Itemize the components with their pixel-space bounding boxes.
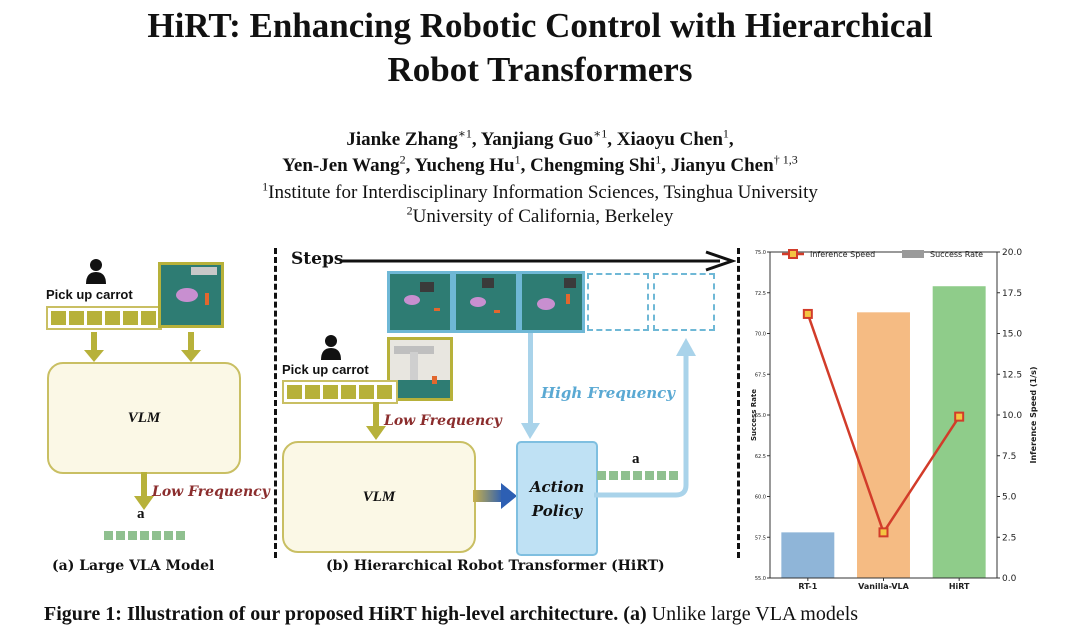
left-tick-label: 72.5 <box>754 290 766 297</box>
person-icon <box>320 334 342 365</box>
legend-success-rate: Success Rate <box>930 250 984 259</box>
comparison-chart <box>742 236 1042 592</box>
instruction-label: Pick up carrot <box>46 287 133 302</box>
left-tick-label: 57.5 <box>754 535 766 542</box>
vlm-to-policy-arrow <box>473 483 519 509</box>
affiliation-2 <box>0 205 1080 227</box>
timeline-frame-empty <box>587 273 649 331</box>
author-name: Xiaoyu Chen <box>616 129 723 150</box>
author-sup: 1 <box>722 126 729 141</box>
left-tick-label: 60.0 <box>754 494 766 501</box>
caption-text: Hierarchical Robot Transformer (HiRT) <box>353 558 665 574</box>
title-line-1: HiRT: Enhancing Robotic Control with Hierarchical <box>147 6 933 45</box>
action-symbol-a: a⃗ <box>137 506 157 522</box>
steps-label: Steps <box>291 249 344 269</box>
inference-speed-point <box>804 310 812 318</box>
author-sup: 2 <box>399 152 406 167</box>
left-tick-label: 65.0 <box>754 413 766 419</box>
bar-hirt <box>933 286 986 578</box>
left-axis-label: Success Rate <box>750 388 758 442</box>
author-sup: 1 <box>655 152 662 167</box>
author-name: Chengming Shi <box>530 155 656 176</box>
author-sup: ∗1 <box>457 126 472 141</box>
timeline-frame <box>387 271 453 333</box>
left-tick-label: 75.0 <box>754 250 766 256</box>
timeline-frame <box>453 271 519 333</box>
right-tick-label: 15.0 <box>1002 329 1023 340</box>
right-tick-label: 12.5 <box>1002 370 1023 381</box>
legend-line-marker <box>789 250 797 258</box>
affil-sup: 2 <box>406 205 413 218</box>
authors-line-2: Yen-Jen Wang$^2$, Yucheng Hu$^1$, Chengming Shi$^1$, Jianyu Chen$^{\dagger 1,3}$ <box>282 152 798 176</box>
action-tokens-b <box>597 467 681 485</box>
action-policy-box <box>516 441 598 556</box>
low-frequency-label-b: Low Frequency <box>384 413 502 429</box>
left-tick-label: 55.0 <box>754 576 766 582</box>
author-sup: 1 <box>514 152 521 167</box>
caption-text: Large VLA Model <box>79 558 215 574</box>
caption-tag: (a) <box>52 558 75 574</box>
action-symbol-b: a⃗ <box>632 451 652 467</box>
camera-image <box>158 262 224 328</box>
instruction-label: Pick up carrot <box>282 362 369 377</box>
author-name: Jianyu Chen <box>670 155 774 176</box>
input-arrows <box>78 330 218 364</box>
right-axis-label: Inference Speed (1/s) <box>1029 366 1038 464</box>
steps-arrow <box>340 250 736 272</box>
author-name: Yen-Jen Wang <box>282 155 400 176</box>
separator-right <box>737 248 740 558</box>
high-frequency-label: High Frequency <box>541 384 676 402</box>
affil-sup: 1 <box>262 179 269 194</box>
paper-title <box>0 4 1080 92</box>
timeline-frame <box>519 271 585 333</box>
left-tick-label: 67.5 <box>754 372 766 379</box>
author-sup: ∗1 <box>593 126 608 141</box>
x-tick-label: RT-1 <box>798 582 818 591</box>
caption-rest: Unlike large VLA models <box>651 603 859 625</box>
separator-left <box>274 248 277 558</box>
affil-text: University of California, Berkeley <box>412 206 674 227</box>
caption-rest-bold: (a) <box>623 603 647 625</box>
inference-speed-point <box>880 528 888 536</box>
x-tick-label: Vanilla-VLA <box>858 582 909 591</box>
authors-line-1: Jianke Zhang$^{∗1}$, Yanjiang Guo$^{∗1}$, Xiaoyu Chen$^1$, <box>346 126 734 150</box>
inference-speed-point <box>955 413 963 421</box>
vlm-box-b: VLM <box>282 441 476 553</box>
x-tick-label: HiRT <box>948 582 970 591</box>
language-tokens <box>46 306 162 330</box>
left-tick-label: 62.5 <box>754 453 766 460</box>
caption-prefix: Figure 1: Illustration of our proposed HiRT high-level architecture. <box>44 603 619 625</box>
figure-caption <box>44 603 858 626</box>
title-line-2: Robot Transformers <box>387 50 693 89</box>
right-tick-label: 7.5 <box>1002 451 1017 462</box>
timeline-frame-empty <box>653 273 715 331</box>
affil-text: Institute for Interdisciplinary Information Sciences, Tsinghua University <box>268 182 818 203</box>
caption-tag: (b) <box>326 558 350 574</box>
person-icon <box>85 258 107 289</box>
policy-line-1: Action <box>529 477 585 496</box>
bar-rt-1 <box>781 532 834 578</box>
legend-inference-speed: Inference Speed <box>810 250 876 259</box>
policy-line-2: Policy <box>531 501 583 520</box>
right-tick-label: 2.5 <box>1002 533 1017 544</box>
right-tick-label: 0.0 <box>1002 574 1017 584</box>
low-frequency-label-a: Low Frequency <box>152 484 270 500</box>
frames-to-policy-arrow <box>520 333 542 441</box>
author-name: Yanjiang Guo <box>480 129 594 150</box>
author-name: Jianke Zhang <box>346 129 458 150</box>
author-name: Yucheng Hu <box>414 155 515 176</box>
bar-vanilla-vla <box>857 312 910 578</box>
right-tick-label: 5.0 <box>1002 492 1017 503</box>
action-tokens-a <box>104 527 188 545</box>
caption-a <box>52 558 214 574</box>
left-tick-label: 70.0 <box>754 331 766 338</box>
legend-bar-swatch <box>902 250 924 258</box>
affiliation-1 <box>0 181 1080 205</box>
language-tokens <box>282 380 398 404</box>
low-freq-arrow-b <box>366 402 386 442</box>
right-tick-label: 17.5 <box>1002 288 1023 299</box>
right-tick-label: 10.0 <box>1002 411 1023 421</box>
author-sup: † 1,3 <box>773 152 798 167</box>
vlm-box-a: VLM <box>47 362 241 474</box>
right-tick-label: 20.0 <box>1002 248 1023 258</box>
caption-b <box>326 558 665 574</box>
